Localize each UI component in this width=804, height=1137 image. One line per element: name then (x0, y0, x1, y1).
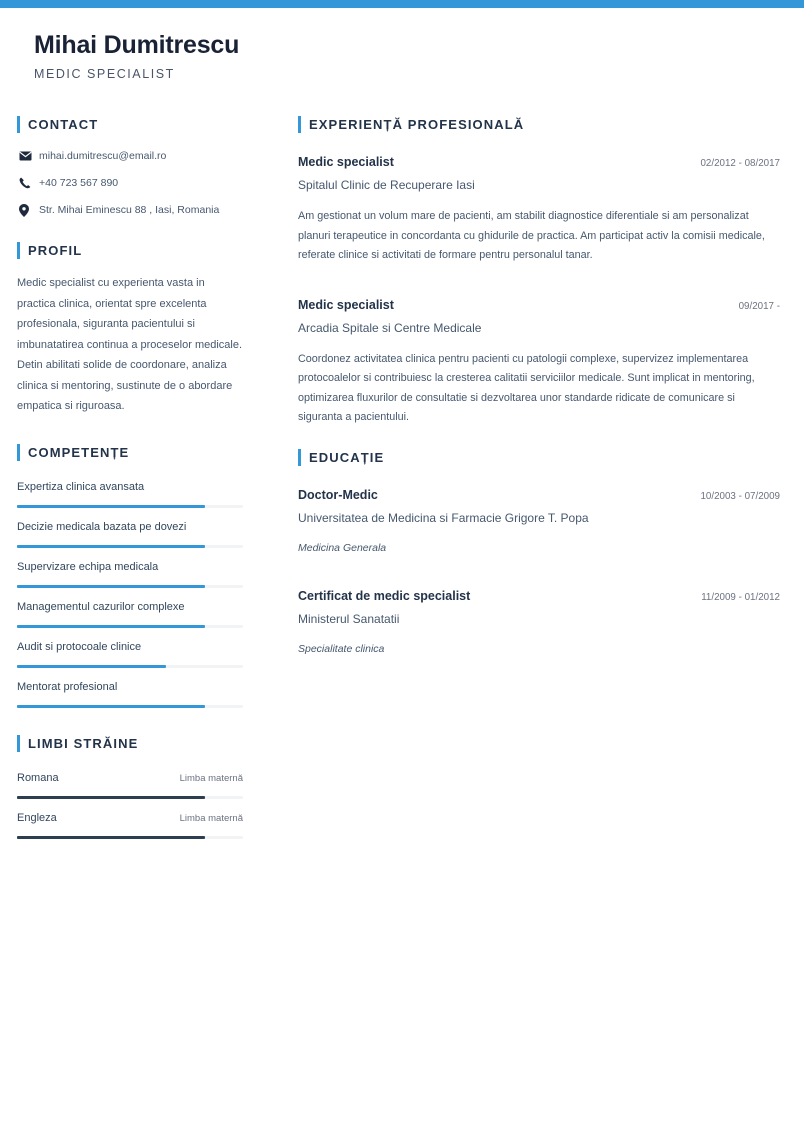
skill-item (17, 519, 245, 548)
profile-section (17, 241, 245, 417)
experience-entry-header (298, 153, 780, 172)
language-level-label: Limba maternă (179, 772, 243, 784)
skill-label: Expertiza clinica avansata (17, 480, 145, 493)
skill-label: Decizie medicala bazata pe dovezi (17, 520, 187, 533)
skill-bar-fill (17, 585, 205, 588)
experience-section (298, 115, 780, 428)
education-field: Specialitate clinica (298, 642, 385, 655)
language-row (17, 770, 243, 786)
experience-entry (298, 296, 780, 428)
skill-bar-fill (17, 545, 205, 548)
language-bar-track (17, 796, 243, 799)
contact-phone-value: +40 723 567 890 (39, 177, 119, 189)
experience-entry-header (298, 296, 780, 315)
language-row (17, 810, 243, 826)
experience-date: 02/2012 - 08/2017 (700, 158, 780, 169)
contact-email-value: mihai.dumitrescu@email.ro (39, 150, 167, 162)
location-pin-icon (19, 204, 39, 217)
education-entry-header (298, 486, 780, 505)
skill-label: Managementul cazurilor complexe (17, 600, 185, 613)
language-bar-track (17, 836, 243, 839)
experience-role: Medic specialist (298, 297, 394, 312)
education-degree: Doctor-Medic (298, 487, 378, 502)
education-date: 11/2009 - 01/2012 (701, 591, 780, 603)
profile-section-heading (17, 241, 245, 260)
envelope-icon (19, 151, 39, 161)
contact-item-phone[interactable] (17, 176, 245, 190)
education-institution: Ministerul Sanatatii (298, 611, 400, 626)
contact-section-title: CONTACT (28, 117, 99, 132)
education-date: 10/2003 - 07/2009 (700, 490, 780, 502)
experience-section-heading (298, 115, 780, 134)
resume-header (0, 8, 804, 81)
education-institution: Universitatea de Medicina si Farmacie Grigore T. Popa (298, 510, 589, 525)
contact-section (17, 115, 245, 217)
language-bar-fill (17, 836, 205, 839)
skill-bar-track (17, 665, 243, 668)
skill-item (17, 639, 245, 668)
experience-organization: Arcadia Spitale si Centre Medicale (298, 320, 482, 335)
contact-section-heading (17, 115, 245, 134)
skill-bar-fill (17, 665, 166, 668)
education-field: Medicina Generala (298, 541, 387, 554)
languages-section-heading (17, 734, 245, 753)
experience-section-title: EXPERIENȚĂ PROFESIONALĂ (309, 117, 525, 132)
phone-icon (19, 177, 39, 189)
education-entry (298, 587, 780, 658)
skill-label: Audit si protocoale clinice (17, 640, 142, 653)
education-section (298, 448, 780, 658)
skill-bar-track (17, 505, 243, 508)
skill-bar-track (17, 545, 243, 548)
contact-item-address[interactable] (17, 203, 245, 217)
main-column (298, 115, 780, 682)
skill-bar-track (17, 625, 243, 628)
experience-role: Medic specialist (298, 155, 394, 169)
education-entry (298, 486, 780, 557)
language-name: Romana (17, 771, 59, 784)
experience-entry (298, 153, 780, 266)
languages-section-title: LIMBI STRĂINE (28, 735, 139, 751)
experience-description: Coordonez activitatea clinica pentru pacienti cu patologii complexe, supervizez implementarea protocoalelor si contribuiesc la cresterea calitatii serviciilor medicale. Sunt implicat in mentoring, optimizarea fluxurilor de consultatie si dezvoltarea unor standarde ridicate de comunicare si siguranta a pacientului. (298, 352, 755, 423)
education-degree: Certificat de medic specialist (298, 588, 471, 603)
skill-bar-fill (17, 505, 205, 508)
experience-organization: Spitalul Clinic de Recuperare Iasi (298, 178, 475, 192)
skill-item (17, 679, 245, 708)
experience-date: 09/2017 - (738, 300, 780, 312)
contact-list (17, 149, 245, 217)
language-bar-fill (17, 796, 205, 799)
skill-bar-track (17, 585, 243, 588)
skill-item (17, 479, 245, 508)
language-item (17, 770, 245, 799)
skill-item (17, 599, 245, 628)
contact-address-value: Str. Mihai Eminescu 88 , Iasi, Romania (39, 204, 220, 216)
contact-item-email[interactable] (17, 149, 245, 163)
skills-section-title: COMPETENȚE (28, 444, 130, 460)
skill-item (17, 559, 245, 588)
language-item (17, 810, 245, 839)
top-accent-bar (0, 0, 804, 8)
education-section-heading (298, 448, 780, 467)
profile-summary-text: Medic specialist cu experienta vasta in practica clinica, orientat spre excelenta profesionala, siguranta pacientului si imbunatatirea continua a proceselor medicale. Detin abilitati solide de coordonare, analiza clinica si mentoring, sustinute de o abordare empatica si riguroasa. (17, 277, 243, 412)
skill-bar-fill (17, 705, 205, 708)
skill-bar-fill (17, 625, 205, 628)
candidate-name: Mihai Dumitrescu (34, 31, 240, 59)
languages-section (17, 734, 245, 839)
profile-section-title: PROFIL (28, 243, 83, 258)
skill-bar-track (17, 705, 243, 708)
language-level-label: Limba maternă (179, 812, 243, 824)
language-name: Engleza (17, 811, 57, 824)
skills-section-heading (17, 443, 245, 462)
skill-label: Supervizare echipa medicala (17, 560, 159, 573)
skill-label: Mentorat profesional (17, 680, 118, 693)
education-section-title: EDUCAȚIE (309, 449, 385, 465)
education-entry-header (298, 587, 780, 606)
sidebar-column (17, 115, 245, 863)
experience-description: Am gestionat un volum mare de pacienti, am stabilit diagnostice diferentiale si am personalizat planuri terapeutice in concordanta cu ghidurile de practica. Am participat activ la comisii medicale, referate clinice si activitati de formare pentru personalul tanar. (298, 210, 765, 261)
skills-section (17, 443, 245, 708)
candidate-job-title: MEDIC SPECIALIST (34, 67, 175, 82)
